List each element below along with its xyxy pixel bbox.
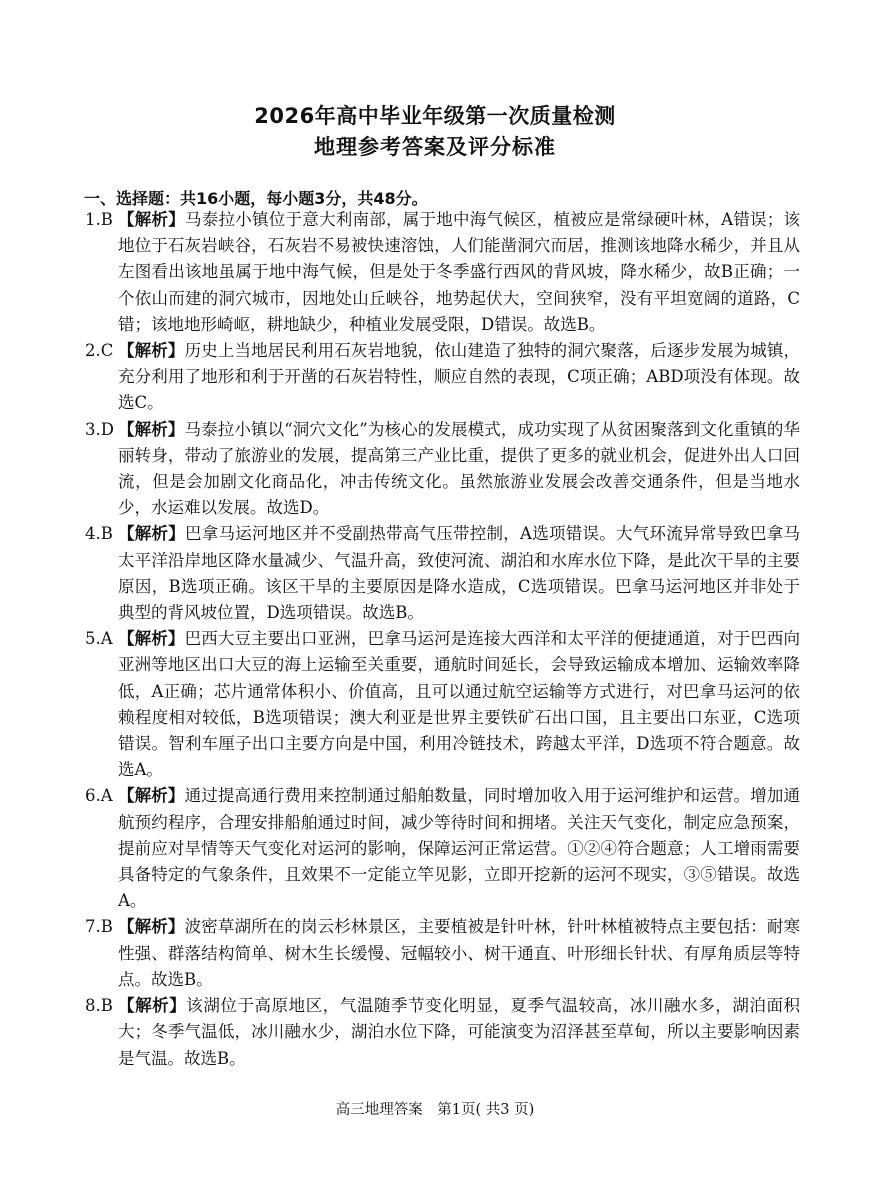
answer-number: 4.B: [85, 524, 113, 544]
analysis-tag: 【解析】: [118, 917, 185, 937]
answer-number: 8.B: [85, 996, 113, 1016]
page-subtitle: 地理参考答案及评分标准: [314, 135, 556, 159]
answer-number: 6.A: [85, 786, 113, 806]
answer-text: 通过提高通行费用来控制通过船舶数量，同时增加收入用于运河维护和运营。增加通航预约程序，合理安排船舶通过时间，减少等待时间和拥堵。关注天气变化，制定应急预案，提前应对旱情等天气变化对运河的影响，保障运河正常运营。①②④符合题意；人工增雨需要具备特定的气象条件，且效果不一定能立竿见影，立即开挖新的运河不现实，③⑤错误。故选A。: [118, 786, 801, 911]
answer-text: 该湖位于高原地区，气温随季节变化明显，夏季气温较高，冰川融水多，湖泊面积大；冬季气温低，冰川融水少，湖泊水位下降，可能演变为沼泽甚至草甸，所以主要影响因素是气温。故选B。: [118, 996, 801, 1068]
answer-number: 3.D: [85, 419, 114, 439]
answer-text: 历史上当地居民利用石灰岩地貌，依山建造了独特的洞穴聚落，后逐步发展为城镇，充分利用了地形和利于开凿的石灰岩特性，顺应自然的表现，C项正确；ABD项没有体现。故选C。: [118, 341, 801, 413]
answer-text: 马泰拉小镇以“洞穴文化”为核心的发展模式，成功实现了从贫困聚落到文化重镇的华丽转身，带动了旅游业的发展，提高第三产业比重，提供了更多的就业机会，促进外出人口回流，但是会加剧文化商品化，冲击传统文化。虽然旅游业发展会改善交通条件，但是当地水少，水运难以发展。故选D。: [118, 419, 800, 518]
answer-item: [85, 521, 800, 626]
analysis-tag: 【解析】: [118, 629, 185, 649]
answer-number: 1.B: [85, 210, 113, 229]
analysis-tag: 【解析】: [118, 419, 185, 439]
answer-item: [85, 207, 800, 338]
answer-list: [85, 207, 800, 1072]
answer-number: 2.C: [85, 341, 114, 361]
answer-number: 7.B: [85, 917, 113, 937]
section-heading: 一、选择题：共16小题，每小题3分，共48分。: [84, 189, 428, 208]
answer-text: 巴西大豆主要出口亚洲，巴拿马运河是连接大西洋和太平洋的便捷通道，对于巴西向亚洲等地区出口大豆的海上运输至关重要，通航时间延长，会导致运输成本增加、运输效率降低，A正确；芯片通常体积小、价值高，且可以通过航空运输等方式进行，对巴拿马运河的依赖程度相对较低，B选项错误；澳大利亚是世界主要铁矿石出口国，且主要出口东亚，C选项错误。智利车厘子出口主要方向是中国，利用冷链技术，跨越太平洋，D选项不符合题意。故选A。: [118, 629, 801, 780]
answer-item: [85, 626, 800, 783]
answer-text: 巴拿马运河地区并不受副热带高气压带控制，A选项错误。大气环流异常导致巴拿马太平洋沿岸地区降水量减少、气温升高，致使河流、湖泊和水库水位下降，是此次干旱的主要原因，B选项正确。该区干旱的主要原因是降水造成，C选项错误。巴拿马运河地区并非处于典型的背风坡位置，D选项错误。故选B。: [118, 524, 801, 623]
analysis-tag: 【解析】: [118, 341, 185, 361]
page-footer: 高三地理答案 第1页( 共3 页): [335, 1102, 535, 1118]
answer-text: 波密草湖所在的岗云杉林景区，主要植被是针叶林，针叶林植被特点主要包括：耐寒性强、群落结构简单、树木生长缓慢、冠幅较小、树干通直、叶形细长针状、有厚角质层等特点。故选B。: [118, 917, 801, 989]
analysis-tag: 【解析】: [118, 210, 186, 229]
page-title: 2026年高中毕业年级第一次质量检测: [254, 104, 616, 128]
answer-item: [85, 914, 800, 993]
analysis-tag: 【解析】: [118, 996, 187, 1016]
answer-number: 5.A: [85, 629, 113, 649]
analysis-tag: 【解析】: [118, 786, 185, 806]
answer-item: [85, 783, 800, 914]
answer-item: [85, 417, 800, 522]
analysis-tag: 【解析】: [118, 524, 186, 544]
answer-item: [85, 338, 800, 417]
answer-item: [85, 993, 800, 1072]
answer-text: 马泰拉小镇位于意大利南部，属于地中海气候区，植被应是常绿硬叶林，A错误；该地位于石灰岩峡谷，石灰岩不易被快速溶蚀，人们能凿洞穴而居，推测该地降水稀少，并且从左图看出该地虽属于地中海气候，但是处于冬季盛行西风的背风坡，降水稀少，故B正确；一个依山而建的洞穴城市，因地处山丘峡谷，地势起伏大，空间狭窄，没有平坦宽阔的道路，C错；该地地形崎岖，耕地缺少，种植业发展受限，D错误。故选B。: [118, 210, 801, 334]
